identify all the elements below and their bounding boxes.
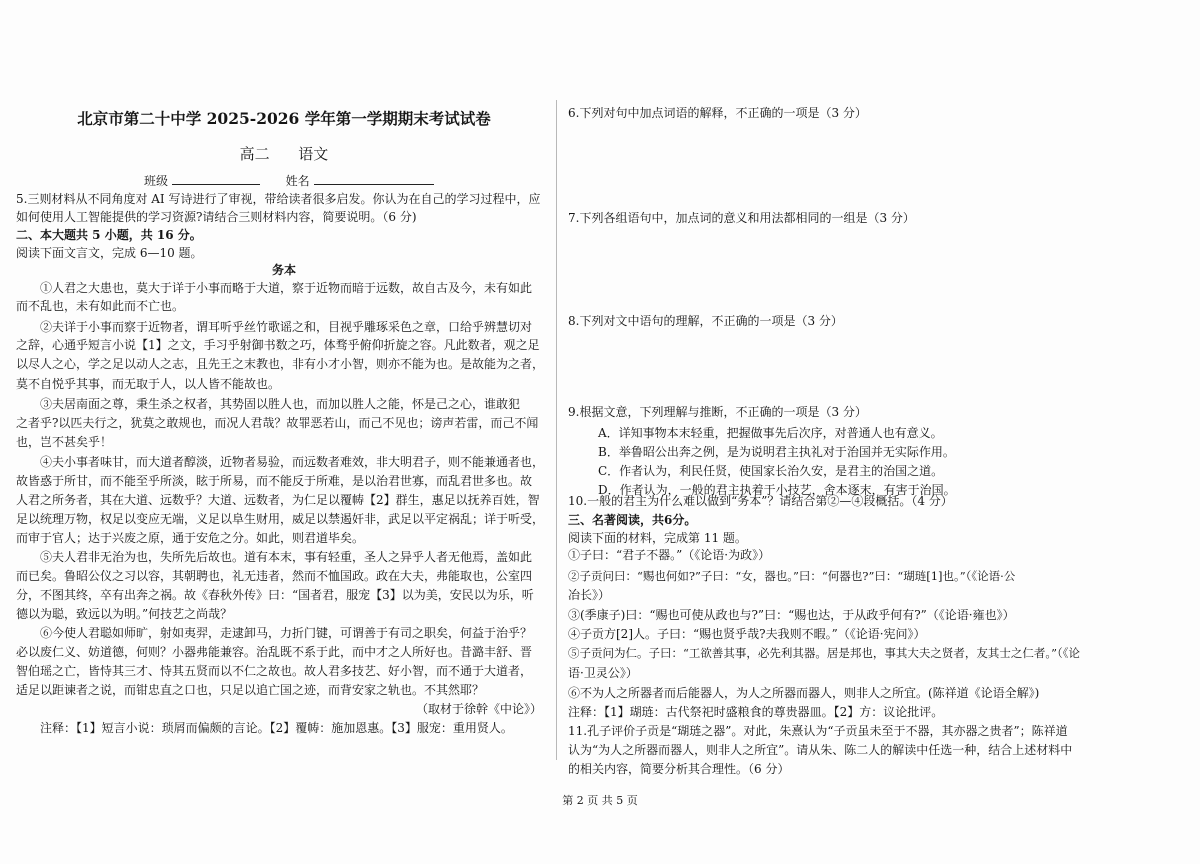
- paragraph-6-line: 适足以距谏者之说，而钳忠直之口也，只足以追亡国之迹，而背安家之轨也。不其然耶？: [16, 683, 485, 697]
- material-5-line-2: 语·卫灵公》）: [568, 666, 638, 680]
- paragraph-6-line: ⑥今使人君聪如师旷，射如夷羿，走逮卸马，力折门键，可谓善于有司之职矣，何益于治乎？: [40, 626, 533, 640]
- question-5-line-1: 5.三则材料从不同角度对 AI 写诗进行了审视，带给读者很多启发。你认为在自己的学习过程中，应: [16, 192, 541, 206]
- question-6: 6.下列对句中加点词语的解释，不正确的一项是（3 分）: [568, 106, 867, 120]
- student-info-row: [16, 172, 552, 190]
- paragraph-4-line: 故皆惑于所甘，而不能至乎所淡，眩于所易，而不能反于所难，是以治君世寡，而乱君世多也。故: [16, 474, 533, 488]
- question-5-line-2: 如何使用人工智能提供的学习资源?请结合三则材料内容，简要说明。（6 分): [16, 210, 417, 224]
- grade-subject: [16, 145, 552, 163]
- question-7: 7.下列各组语句中，加点词的意义和用法都相同的一组是（3 分）: [568, 211, 915, 225]
- paragraph-5-line: ⑤夫人君非无治为也，失所先后故也。道有本末，事有轻重，圣人之异乎人者无他焉，盖如此: [40, 550, 533, 564]
- paragraph-4-line: 人君之所务者，其在大道、远数乎？大道、远数者，为仁足以覆帱【2】群生，惠足以抚养百姓，智: [16, 493, 540, 507]
- q9-option: A．详知事物本末轻重，把握做事先后次序，对普通人也有意义。: [598, 426, 943, 440]
- question-8: 8.下列对文中语句的理解，不正确的一项是（3 分）: [568, 314, 843, 328]
- material-5-line-1: ⑤子贡问为仁。子曰：“工欲善其事，必先利其器。居是邦也，事其大夫之贤者，友其士之仁者。”（《论: [568, 646, 1081, 660]
- paragraph-2-line: 莫不自悦乎其事，而无取于人，以人皆不能故也。: [16, 377, 281, 391]
- paragraph-1-line: ①人君之大患也，莫大于详于小事而略于大道，察于近物而暗于远数，故自古及今，未有如此: [40, 281, 533, 295]
- paragraph-6-line: 必以废仁义、妨道德，何则？小器弗能兼容。治乱既不系于此，而中才之人所好也。昔潞丰舒、晋: [16, 645, 533, 659]
- column-divider: [556, 100, 557, 760]
- question-11-line-2: 认为“为人之所器而器人，则非人之所宜”。请从朱、陈二人的解读中任选一种，结合上述材料中: [568, 743, 1073, 757]
- paragraph-3-line: ③夫居南面之尊，秉生杀之权者，其势固以胜人也，而加以胜人之能，怀是己之心，谁敢犯: [40, 397, 521, 411]
- reading-instruction-3: 阅读下面的材料，完成第 11 题。: [568, 531, 747, 545]
- question-11-line-3: 的相关内容，简要分析其合理性。（6 分）: [568, 762, 790, 776]
- paragraph-4-line: 而审于官人；达于兴废之原，通于安危之分。如此，则君道毕矣。: [16, 531, 365, 545]
- material-4: ④子贡方[2]人。子曰：“赐也贤乎哉?夫我则不暇。”（《论语·宪问》）: [568, 627, 926, 641]
- question-10: 10.一般的君主为什么难以做到“务本”？请结合第②—④段概括。（4 分）: [568, 494, 953, 508]
- question-9: 9.根据文意，下列理解与推断，不正确的一项是（3 分）: [568, 405, 867, 419]
- paragraph-3-line: 之者乎?以匹夫行之，犹莫之敢规也，而况人君哉？故罪恶若山，而己不见也；谤声若雷，而己不闻: [16, 416, 539, 430]
- material-6: ⑥不为人之所器者而后能器人，为人之所器而器人，则非人之所宜。(陈祥道《论语全解》): [568, 686, 1040, 700]
- material-1: ①子曰：“君子不器。”（《论语·为政》）: [568, 548, 771, 562]
- paragraph-2-line: 之辞，心通乎短言小说【1】之文，手习乎射御书数之巧，体骛乎俯仰折旋之容。凡此数者，观之足: [16, 338, 540, 352]
- paragraph-3-line: 也，岂不甚矣乎！: [16, 435, 113, 449]
- name-label: 姓名: [285, 174, 310, 188]
- reading-instruction: 阅读下面文言文，完成 6—10 题。: [16, 246, 203, 260]
- class-blank[interactable]: [172, 172, 260, 185]
- paragraph-1-line: 而不乱也，未有如此而不亡也。: [16, 299, 185, 313]
- material-2-line-1: ②子贡问曰：“赐也何如?”子曰：“女，器也。”曰：“何器也?”曰：“瑚琏[1]也。”（《论语·公: [568, 569, 1016, 583]
- paragraph-5-line: 分，不图其终，卒有出奔之祸。故《春秋外传》曰：“国者君，服宠【3】以为美，安民以为乐，听: [16, 588, 534, 602]
- subject-label: 语文: [298, 145, 329, 163]
- q9-option: B．举鲁昭公出奔之例，是为说明君主执礼对于治国并无实际作用。: [598, 445, 955, 459]
- section-2-heading: 二、本大题共 5 小题，共 16 分。: [16, 228, 202, 242]
- passage-title: 务本: [271, 263, 296, 277]
- class-label: 班级: [144, 174, 169, 188]
- name-blank[interactable]: [314, 172, 434, 185]
- q9-option: D．作者认为，一般的君主执着于小技艺，舍本逐末，有害于治国。: [598, 483, 956, 497]
- page-number: 第 2 页 共 5 页: [562, 794, 638, 807]
- paragraph-5-line: 而已矣。鲁昭公仪之习以容，其朝聘也，礼无违者，然而不恤国政。政在大夫，弗能取也，公室四: [16, 569, 533, 583]
- passage-source: （取材于徐幹《中论》）: [415, 702, 542, 716]
- paragraph-2-line: ②夫详于小事而察于近物者，谓耳听乎丝竹歌谣之和，目视乎雕琢采色之章，口给乎辨慧切对: [40, 320, 533, 334]
- passage-notes: 注释：【1】短言小说：琐屑而偏颇的言论。【2】覆帱：施加恩惠。【3】服宠：重用贤人。: [40, 721, 513, 735]
- q9-option: C．作者认为，利民任贤，使国家长治久安，是君主的治国之道。: [598, 464, 944, 478]
- paragraph-5-line: 德以为聪，致远以为明。”何技艺之尚哉？: [16, 607, 233, 621]
- paragraph-6-line: 智伯瑶之亡，皆恃其三才、恃其五贤而以不仁之故也。故人君多技艺、好小智，而不通于大道者，: [16, 664, 533, 678]
- material-3: ③(季康子)曰：“赐也可使从政也与?”曰：“赐也达，于从政乎何有?”（《论语·雍也》）: [568, 608, 1015, 622]
- paragraph-4-line: 足以统理万物，权足以变应无端，义足以阜生财用，威足以禁遏奸非，武足以平定祸乱；详于听受，: [16, 512, 545, 526]
- paragraph-2-line: 以尽人之心，学之足以动人之志，且先王之末教也，非有小才小智，则亦不能为也。是故能为之者，: [16, 357, 545, 371]
- section-3-heading: 三、名著阅读，共6分。: [568, 513, 697, 527]
- question-11-line-1: 11.孔子评价子贡是“瑚琏之器”。对此，朱熹认为“子贡虽未至于不器，其亦器之贵者”；陈祥道: [568, 724, 1068, 738]
- material-notes: 注释：【1】瑚琏：古代祭祀时盛粮食的尊贵器皿。【2】方：议论批评。: [568, 705, 944, 719]
- grade-label: 高二: [239, 145, 270, 163]
- material-2-line-2: 冶长》）: [568, 588, 611, 602]
- exam-title: 北京市第二十中学 2025-2026 学年第一学期期末考试试卷: [77, 110, 491, 128]
- paragraph-4-line: ④夫小事者味甘，而大道者醇淡，近物者易验，而远数者难效，非大明君子，则不能兼通者也，: [40, 455, 545, 469]
